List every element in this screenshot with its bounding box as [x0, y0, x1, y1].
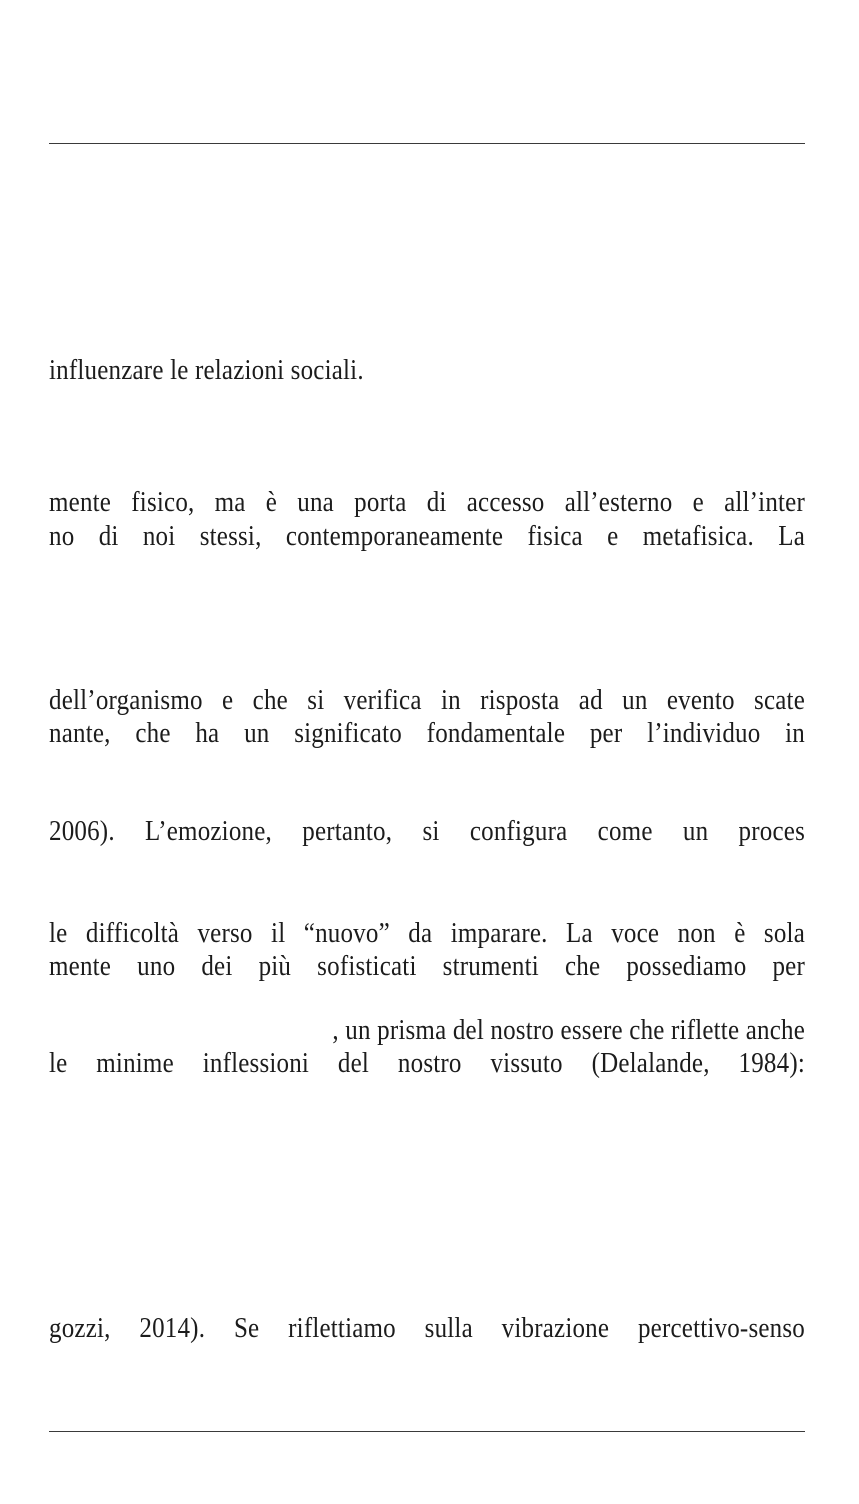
- text-line-6: 2006). L’emozione, pertanto, si configura come un proces: [49, 816, 805, 847]
- text-line-7: le difficoltà verso il “nuovo” da imparare. La voce non è sola: [49, 918, 805, 949]
- text-line-8: mente uno dei più sofisticati strumenti che possediamo per: [49, 951, 805, 982]
- footer-rule: [49, 1431, 805, 1432]
- text-line-9: , un prisma del nostro essere che riflette anche: [332, 1015, 805, 1046]
- text-line-4: dell’organismo e che si verifica in risposta ad un evento scate: [49, 685, 805, 716]
- text-line-10: le minime inflessioni del nostro vissuto (Delalande, 1984):: [49, 1048, 805, 1079]
- text-line-1: influenzare le relazioni sociali.: [49, 355, 364, 386]
- header-rule: [49, 143, 805, 144]
- text-line-11: gozzi, 2014). Se riflettiamo sulla vibrazione percettivo-senso: [49, 1313, 805, 1344]
- text-line-2: mente fisico, ma è una porta di accesso all’esterno e all’inter: [49, 487, 805, 518]
- text-line-5: nante, che ha un significato fondamentale per l’individuo in: [49, 718, 805, 749]
- text-line-3: no di noi stessi, contemporaneamente fisica e metafisica. La: [49, 521, 805, 552]
